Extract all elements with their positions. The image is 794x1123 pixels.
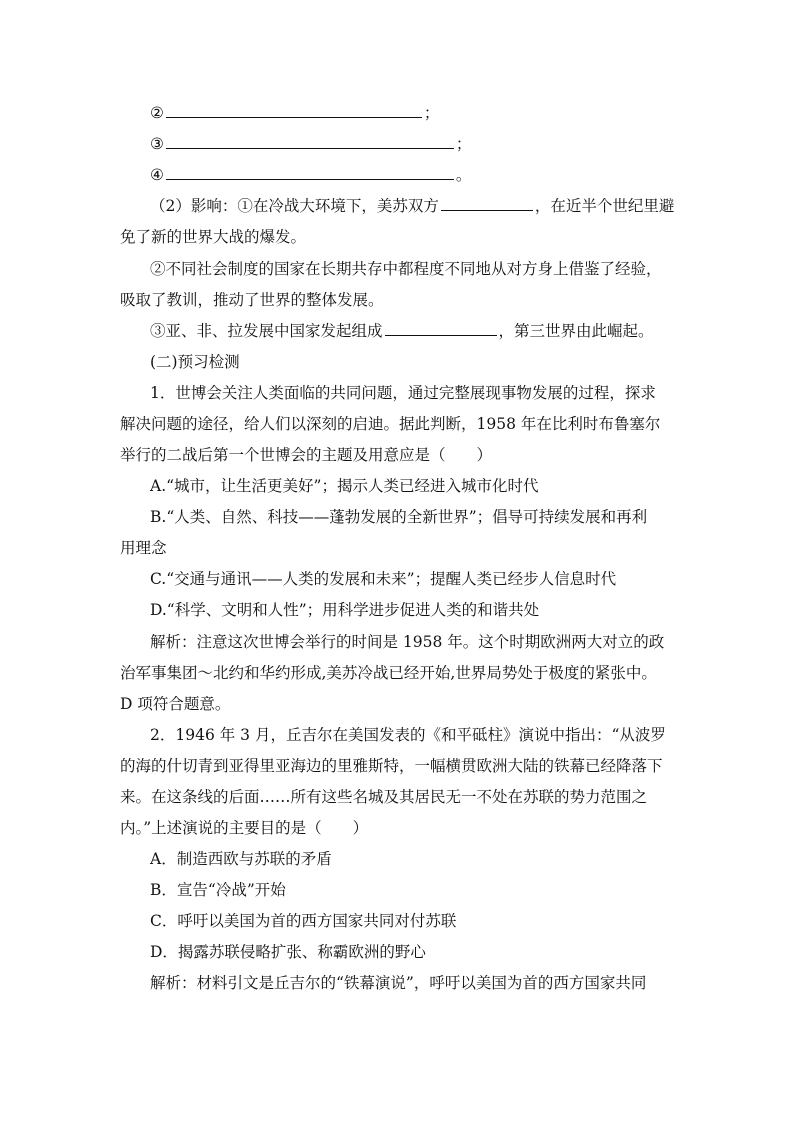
influence-point-2-line-1: ②不同社会制度的国家在长期共存中都程度不同地从对方身上借鉴了经验， (150, 260, 662, 278)
q2-option-c: C．呼吁以美国为首的西方国家共同对付苏联 (150, 912, 457, 930)
blank-item-3 (150, 133, 471, 155)
influence-text: ，第三世界由此崛起。 (498, 322, 654, 340)
answer-blank[interactable] (166, 133, 454, 149)
q2-option-b: B．宣告“冷战”开始 (150, 881, 286, 899)
q1-analysis-line-1: 解析：注意这次世博会举行的时间是 1958 年。这个时期欧洲两大对立的政 (150, 633, 665, 651)
influence-text: ，在近半个世纪里避 (534, 197, 675, 215)
influence-point-2-line-2: 吸取了教训，推动了世界的整体发展。 (120, 291, 384, 309)
blank-item-2 (150, 102, 439, 124)
blank-item-4 (150, 164, 471, 186)
influence-point-3 (150, 320, 654, 342)
influence-line-2: 免了新的世界大战的爆发。 (120, 228, 307, 246)
blank-end-mark: 。 (455, 166, 472, 184)
answer-blank[interactable] (441, 195, 533, 211)
blank-end-mark: ； (423, 104, 440, 122)
q1-stem-line-1: 1．世博会关注人类面临的共同问题，通过完整展现事物发展的过程，探求 (150, 384, 656, 402)
q2-stem-line-1: 2．1946 年 3 月，丘吉尔在美国发表的《和平砥柱》演说中指出：“从波罗 (150, 726, 666, 744)
influence-line-1 (150, 195, 674, 217)
blank-end-mark: ； (455, 135, 472, 153)
q1-option-b-line-2: 用理念 (120, 539, 167, 557)
q1-stem-line-3: 举行的二战后第一个世博会的主题及用意应是（ ） (120, 446, 493, 464)
blank-number: ③ (150, 135, 164, 153)
answer-blank[interactable] (166, 164, 454, 180)
q2-option-a: A．制造西欧与苏联的矛盾 (150, 850, 332, 868)
q1-option-b-line-1: B.“人类、自然、科技——蓬勃发展的全新世界”；倡导可持续发展和再利 (150, 508, 648, 526)
q2-analysis-line-1: 解析：材料引文是丘吉尔的“铁幕演说”，呼吁以美国为首的西方国家共同 (150, 974, 647, 992)
q1-option-a: A.“城市，让生活更美好”；揭示人类已经进入城市化时代 (150, 477, 539, 495)
section-title: (二)预习检测 (150, 353, 240, 371)
q1-stem-line-2: 解决问题的途径，给人们以深刻的启迪。据此判断，1958 年在比利时布鲁塞尔 (120, 415, 661, 433)
influence-text: ③亚、非、拉发展中国家发起组成 (150, 322, 383, 340)
blank-number: ④ (150, 166, 164, 184)
q1-option-d: D.“科学、文明和人性”；用科学进步促进人类的和谐共处 (150, 601, 540, 619)
answer-blank[interactable] (385, 320, 497, 336)
answer-blank[interactable] (166, 102, 422, 118)
q1-analysis-line-3: D 项符合题意。 (120, 695, 231, 713)
q2-stem-line-4: 内。”上述演说的主要目的是（ ） (120, 819, 369, 837)
q2-stem-line-2: 的海的什切青到亚得里亚海边的里雅斯特，一幅横贯欧洲大陆的铁幕已经降落下 (120, 757, 663, 775)
blank-number: ② (150, 104, 164, 122)
q1-analysis-line-2: 治军事集团～北约和华约形成,美苏冷战已经开始,世界局势处于极度的紧张中。 (120, 664, 657, 682)
q1-option-c: C.“交通与通讯——人类的发展和未来”；提醒人类已经步人信息时代 (150, 570, 617, 588)
q2-option-d: D．揭露苏联侵略扩张、称霸欧洲的野心 (150, 943, 426, 961)
q2-stem-line-3: 来。在这条线的后面……所有这些名城及其居民无一不处在苏联的势力范围之 (120, 788, 648, 806)
influence-text: （2）影响：①在冷战大环境下，美苏双方 (150, 197, 439, 215)
